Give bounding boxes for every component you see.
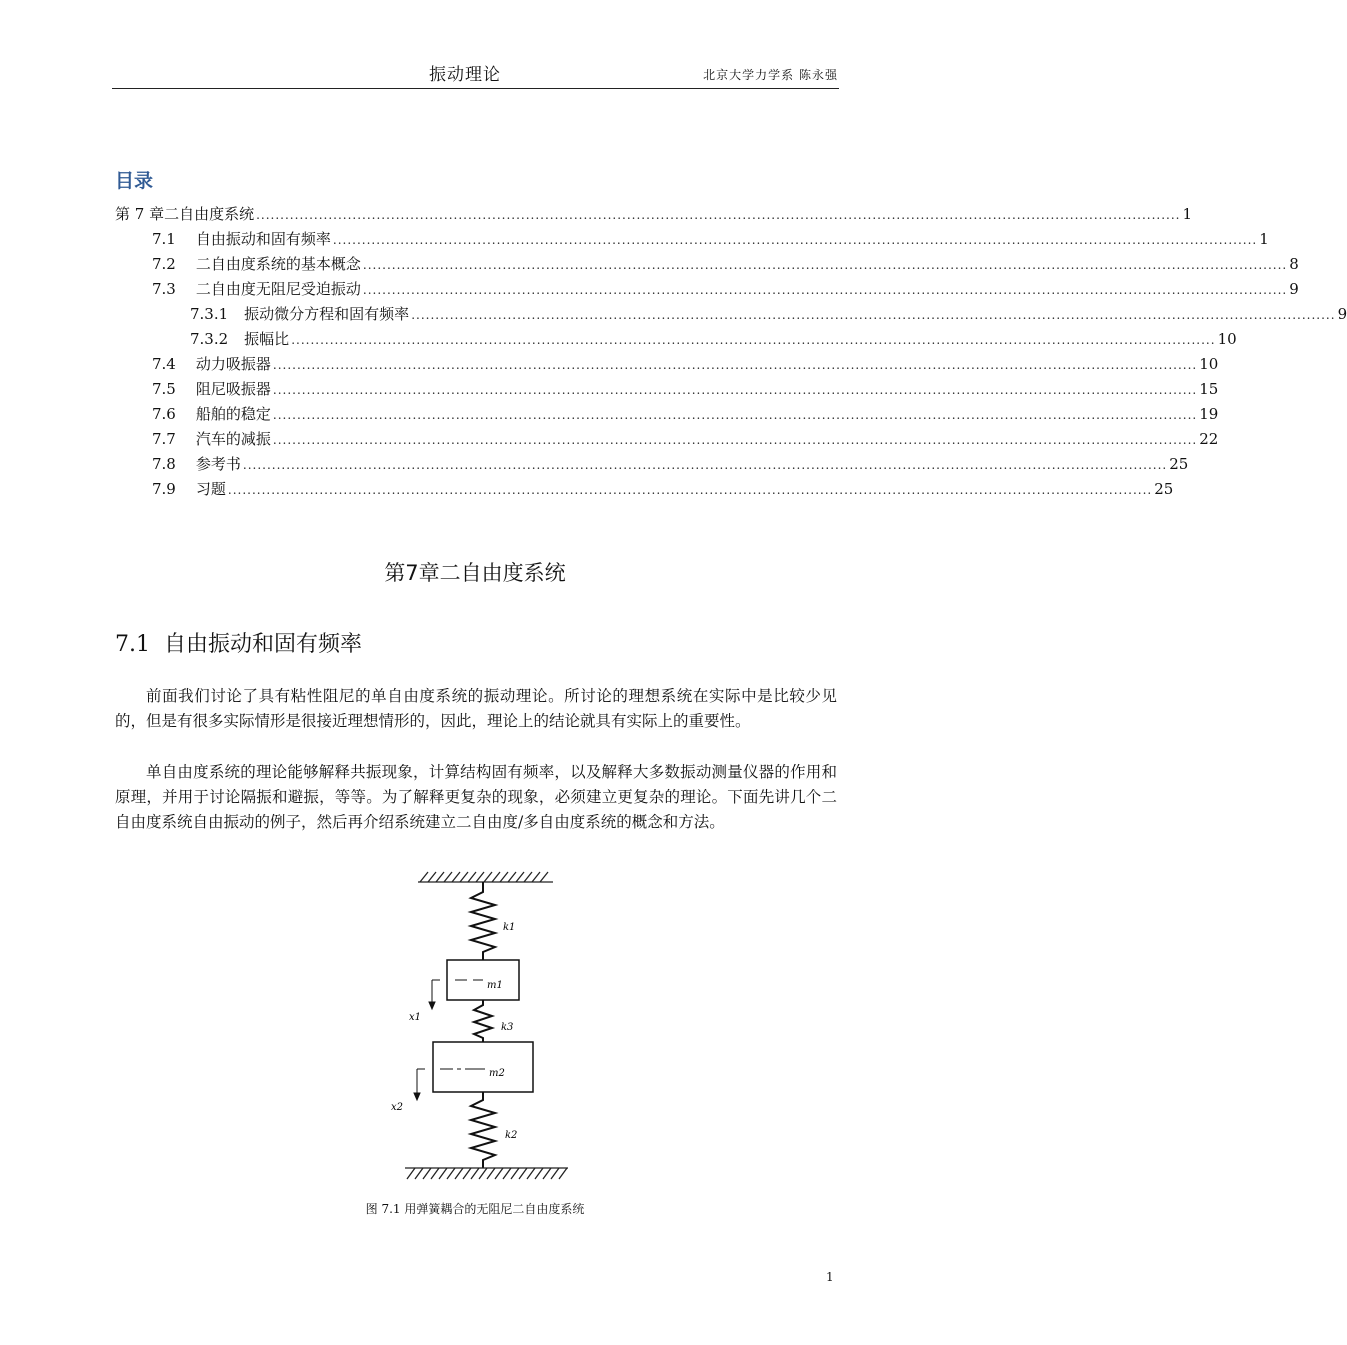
toc-entry-title: 二自由度系统的基本概念 bbox=[195, 255, 361, 273]
toc-entry-title: 习题 bbox=[195, 480, 226, 498]
toc-leader-dots: ................................................................................................................................................................................................ bbox=[227, 483, 1153, 497]
toc-entry-number: 7.8 bbox=[152, 455, 176, 473]
toc-entry-title: 自由振动和固有频率 bbox=[195, 230, 331, 248]
toc-entry-number: 7.3.1 bbox=[190, 305, 229, 323]
toc-entry-page: 22 bbox=[1199, 430, 1219, 448]
spring-k3 bbox=[474, 1000, 492, 1042]
toc-entry[interactable] bbox=[115, 403, 1219, 428]
body-paragraph: 前面我们讨论了具有粘性阻尼的单自由度系统的振动理论。所讨论的理想系统在实际中是比较少见的，但是有很多实际情形是很接近理想情形的，因此，理论上的结论就具有实际上的重要性。 bbox=[115, 687, 837, 730]
chapter-title: 第7章二自由度系统 bbox=[384, 561, 566, 585]
toc-entry[interactable] bbox=[115, 328, 1237, 353]
toc-entry-page: 1 bbox=[1259, 230, 1269, 248]
header-title: 振动理论 bbox=[429, 65, 501, 85]
toc-entry-number: 7.2 bbox=[152, 255, 176, 273]
label-k2: k2 bbox=[505, 1130, 518, 1141]
toc-entry-title: 汽车的减振 bbox=[195, 430, 271, 448]
toc-entry-page: 19 bbox=[1199, 405, 1219, 423]
label-k1: k1 bbox=[503, 922, 516, 933]
label-m2: m2 bbox=[489, 1068, 505, 1079]
toc-entry-title: 二自由度无阻尼受迫振动 bbox=[195, 280, 361, 298]
toc-leader-dots: ................................................................................................................................................................................................ bbox=[291, 333, 1216, 347]
label-k3: k3 bbox=[501, 1022, 514, 1033]
toc-entry-title: 阻尼吸振器 bbox=[195, 380, 271, 398]
toc-entry[interactable] bbox=[115, 203, 1193, 228]
toc-entry-title: 动力吸振器 bbox=[195, 355, 271, 373]
toc-leader-dots: ................................................................................................................................................................................................ bbox=[272, 433, 1198, 447]
mass-m2 bbox=[433, 1042, 533, 1092]
toc-entry-number: 7.9 bbox=[152, 480, 176, 498]
spring-k1 bbox=[471, 882, 495, 960]
section-heading bbox=[115, 627, 362, 658]
toc-entry-page: 15 bbox=[1199, 380, 1219, 398]
body-paragraph: 单自由度系统的理论能够解释共振现象，计算结构固有频率，以及解释大多数振动测量仪器的作用和原理，并用于讨论隔振和避振，等等。为了解释更复杂的现象，必须建立更复杂的理论。下面先讲几个二自由度系统自由振动的例子，然后再介绍系统建立二自由度/多自由度系统的概念和方法。 bbox=[115, 763, 837, 831]
toc-entry-title: 二自由度系统 bbox=[164, 205, 255, 223]
toc-leader-dots: ................................................................................................................................................................................................ bbox=[411, 308, 1336, 322]
displacement-arrow-x1 bbox=[429, 980, 440, 1009]
toc-entry[interactable] bbox=[115, 303, 1347, 328]
toc-entry-page: 25 bbox=[1154, 480, 1174, 498]
toc-entry-page: 9 bbox=[1289, 280, 1299, 298]
toc-entry-number: 7.1 bbox=[152, 230, 176, 248]
ceiling-support bbox=[418, 872, 553, 882]
toc-entry-number: 7.3 bbox=[152, 280, 176, 298]
section-number: 7.1 bbox=[115, 632, 150, 657]
toc-leader-dots: ................................................................................................................................................................................................ bbox=[256, 208, 1181, 222]
label-x2: x2 bbox=[391, 1102, 404, 1113]
toc-leader-dots: ................................................................................................................................................................................................ bbox=[272, 408, 1198, 422]
toc-leader-dots: ................................................................................................................................................................................................ bbox=[272, 358, 1198, 372]
toc-entry-page: 25 bbox=[1169, 455, 1189, 473]
displacement-arrow-x2 bbox=[414, 1069, 425, 1100]
toc-entry-page: 10 bbox=[1217, 330, 1237, 348]
toc-entry-number: 第 7 章 bbox=[115, 205, 165, 223]
header-divider bbox=[112, 88, 839, 89]
label-m1: m1 bbox=[487, 980, 503, 991]
toc-entry[interactable] bbox=[115, 428, 1219, 453]
page-number: 1 bbox=[826, 1270, 834, 1284]
toc-entry-number: 7.4 bbox=[152, 355, 176, 373]
spring-mass-diagram bbox=[385, 862, 585, 1192]
toc-entry[interactable] bbox=[115, 378, 1219, 403]
toc-entry-page: 1 bbox=[1182, 205, 1193, 223]
toc-leader-dots: ................................................................................................................................................................................................ bbox=[242, 458, 1168, 472]
spring-k2 bbox=[471, 1092, 495, 1168]
toc-entry-number: 7.3.2 bbox=[190, 330, 229, 348]
toc-entry-number: 7.6 bbox=[152, 405, 176, 423]
toc-entry-page: 10 bbox=[1199, 355, 1219, 373]
toc-entry-title: 参考书 bbox=[195, 455, 241, 473]
ground-support bbox=[405, 1168, 568, 1179]
label-x1: x1 bbox=[409, 1012, 422, 1023]
table-of-contents bbox=[115, 203, 1347, 503]
toc-entry-page: 9 bbox=[1337, 305, 1347, 323]
toc-entry-number: 7.7 bbox=[152, 430, 176, 448]
toc-entry[interactable] bbox=[115, 278, 1299, 303]
section-title: 自由振动和固有频率 bbox=[164, 632, 363, 657]
toc-entry[interactable] bbox=[115, 253, 1299, 278]
header-author: 北京大学力学系 陈永强 bbox=[703, 68, 838, 82]
toc-entry[interactable] bbox=[115, 228, 1269, 253]
toc-entry-title: 船舶的稳定 bbox=[195, 405, 271, 423]
toc-entry-title: 振幅比 bbox=[244, 330, 290, 348]
toc-leader-dots: ................................................................................................................................................................................................ bbox=[362, 283, 1288, 297]
figure-caption: 图 7.1 用弹簧耦合的无阻尼二自由度系统 bbox=[365, 1202, 585, 1216]
toc-entry[interactable] bbox=[115, 478, 1174, 503]
toc-entry[interactable] bbox=[115, 453, 1189, 478]
toc-entry-title: 振动微分方程和固有频率 bbox=[244, 305, 410, 323]
toc-entry[interactable] bbox=[115, 353, 1219, 378]
toc-entry-number: 7.5 bbox=[152, 380, 176, 398]
toc-leader-dots: ................................................................................................................................................................................................ bbox=[272, 383, 1198, 397]
toc-entry-page: 8 bbox=[1289, 255, 1299, 273]
toc-leader-dots: ................................................................................................................................................................................................ bbox=[362, 258, 1288, 272]
toc-heading: 目录 bbox=[115, 170, 154, 192]
toc-leader-dots: ................................................................................................................................................................................................ bbox=[332, 233, 1258, 247]
